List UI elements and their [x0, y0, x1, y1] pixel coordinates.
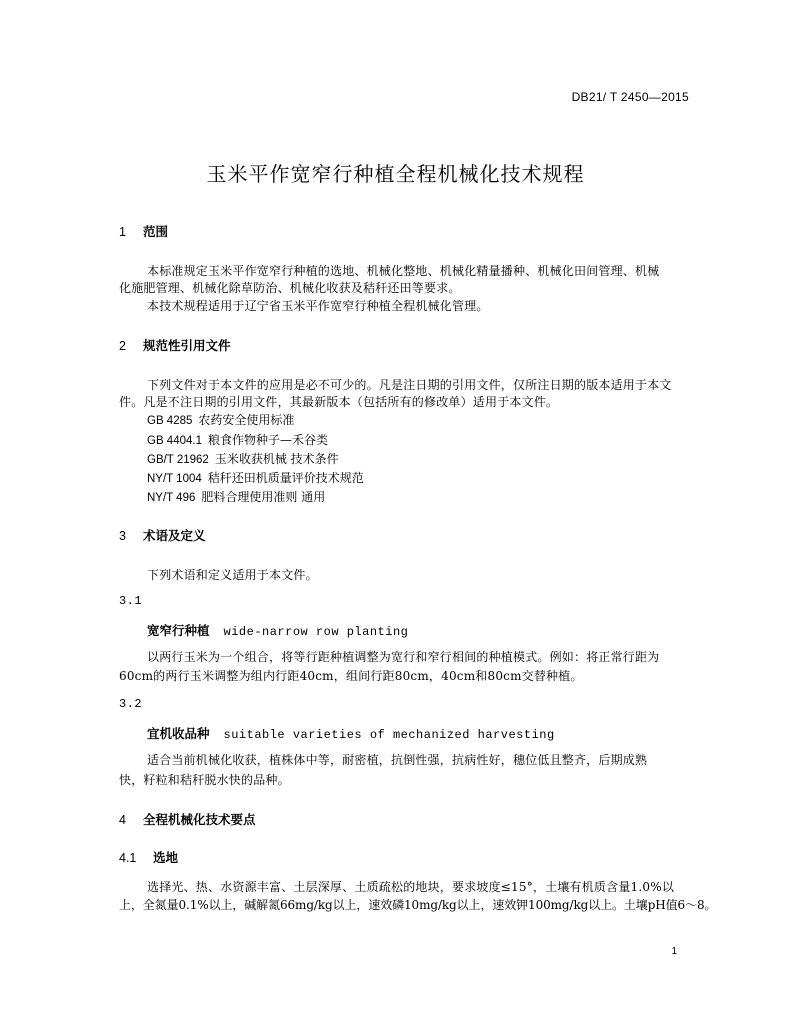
term-english: suitable varieties of mechanized harvesting — [223, 728, 555, 742]
subsection-4-1-heading — [119, 848, 178, 866]
term-chinese: 宜机收品种 — [147, 726, 210, 741]
subsection-number: 4.1 — [119, 851, 137, 865]
term-definition-line: 以两行玉米为一个组合，将等行距种植调整为宽行和窄行相间的种植模式。例如：将正常行距为 — [147, 650, 660, 664]
reference-code: GB/T 21962 — [147, 454, 209, 466]
document-title: 玉米平作宽窄行种植全程机械化技术规程 — [206, 162, 585, 186]
section-3-intro: 下列术语和定义适用于本文件。 — [147, 568, 318, 582]
section-1-paragraph-line: 本标准规定玉米平作宽窄行种植的选地、机械化整地、机械化精量播种、机械化田间管理、机械 — [147, 264, 660, 278]
reference-name: 粮食作物种子—禾谷类 — [207, 433, 328, 447]
subsection-4-1-line: 选择光、热、水资源丰富、土层深厚、土质疏松的地块，要求坡度≤15°，土壤有机质含量1.0%以 — [147, 880, 675, 894]
reference-name: 农药安全使用标准 — [198, 413, 295, 427]
reference-item — [147, 431, 328, 448]
section-4-heading — [119, 810, 256, 828]
reference-item — [147, 411, 294, 428]
section-title: 全程机械化技术要点 — [143, 812, 256, 827]
section-1-heading — [119, 222, 168, 240]
page-number: 1 — [671, 946, 677, 957]
section-title: 术语及定义 — [143, 528, 206, 543]
section-2-paragraph-line: 下列文件对于本文件的应用是必不可少的。凡是注日期的引用文件，仅所注日期的版本适用于本文 — [147, 378, 672, 392]
term-number: 3.2 — [119, 697, 143, 711]
subsection-4-1-line: 上，全氮量0.1%以上，碱解氮66mg/kg以上，速效磷10mg/kg以上，速效钾100mg/kg以上。土壤pH值6～8。 — [119, 898, 717, 912]
term-chinese: 宽窄行种植 — [147, 623, 210, 638]
section-number: 3 — [119, 529, 126, 543]
term-definition-line: 60cm的两行玉米调整为组内行距40cm，组间行距80cm，40cm和80cm交替种植。 — [119, 669, 583, 683]
reference-code: NY/T 1004 — [147, 473, 202, 485]
term-heading — [147, 621, 408, 640]
standard-code: DB21/ T 2450—2015 — [571, 90, 689, 104]
term-heading — [147, 724, 555, 743]
section-2-heading — [119, 336, 231, 354]
reference-name: 秸秆还田机质量评价技术规范 — [207, 471, 364, 485]
section-1-paragraph-line: 化施肥管理、机械化除草防治、机械化收获及秸秆还田等要求。 — [119, 281, 461, 295]
term-number: 3.1 — [119, 594, 143, 608]
reference-item — [147, 450, 339, 467]
section-number: 4 — [119, 813, 126, 827]
reference-code: GB 4285 — [147, 415, 193, 427]
section-title: 范围 — [143, 224, 169, 239]
reference-item — [147, 469, 364, 486]
reference-item — [147, 488, 325, 505]
term-definition-line: 适合当前机械化收获，植株体中等，耐密植，抗倒性强，抗病性好，穗位低且整齐，后期成熟 — [147, 753, 648, 767]
reference-name: 玉米收获机械 技术条件 — [214, 452, 339, 466]
section-number: 1 — [119, 225, 126, 239]
section-3-heading — [119, 526, 206, 544]
section-1-paragraph: 本技术规程适用于辽宁省玉米平作宽窄行种植全程机械化管理。 — [147, 299, 489, 313]
section-2-paragraph-line: 件。凡是不注日期的引用文件，其最新版本（包括所有的修改单）适用于本文件。 — [119, 395, 559, 409]
reference-code: NY/T 496 — [147, 492, 196, 504]
term-definition-line: 快，籽粒和秸秆脱水快的品种。 — [119, 773, 290, 787]
reference-code: GB 4404.1 — [147, 435, 202, 447]
subsection-title: 选地 — [153, 850, 179, 865]
section-number: 2 — [119, 339, 126, 353]
section-title: 规范性引用文件 — [143, 338, 231, 353]
term-english: wide-narrow row planting — [223, 625, 409, 639]
reference-name: 肥料合理使用准则 通用 — [201, 490, 326, 504]
